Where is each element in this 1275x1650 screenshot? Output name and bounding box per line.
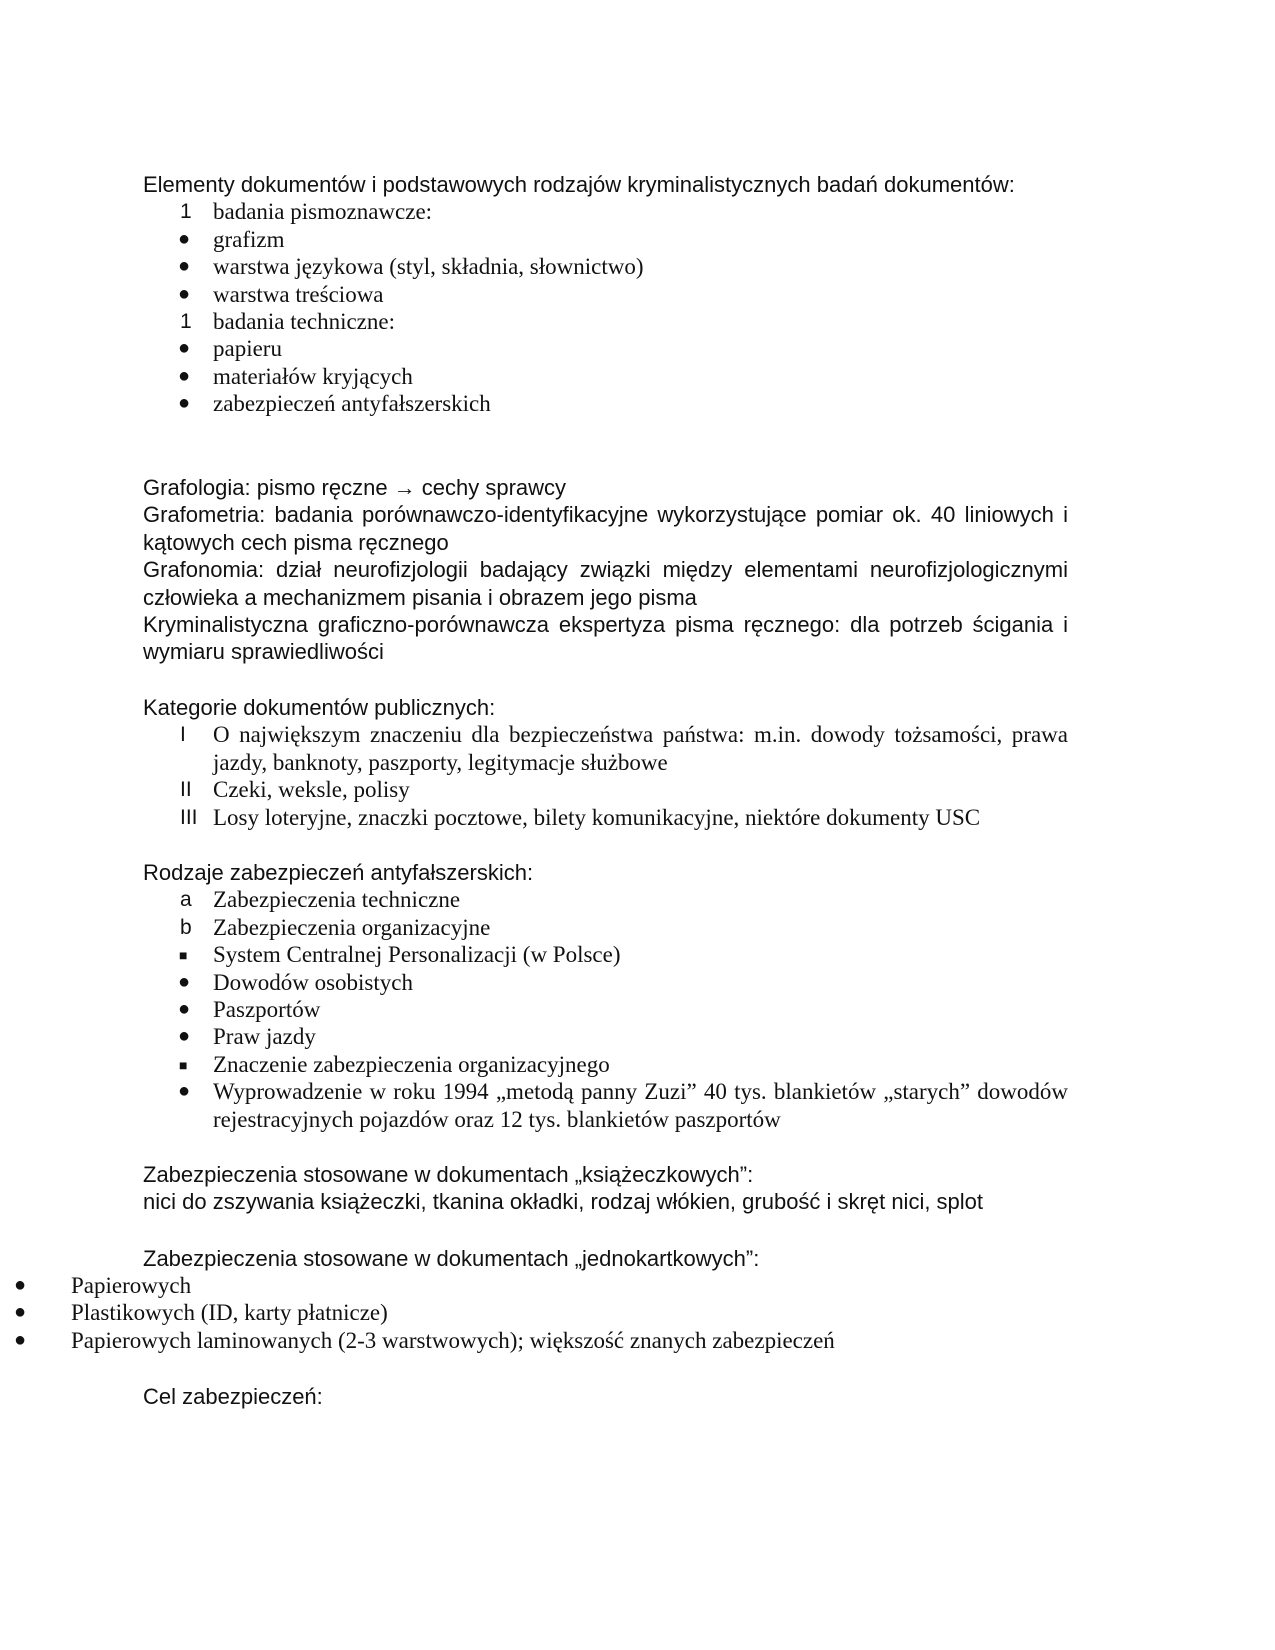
section-heading: Zabezpieczenia stosowane w dokumentach „książeczkowych”:	[143, 1162, 754, 1187]
section-single-sheet-heading	[143, 1245, 1068, 1272]
bullet-icon: ●	[178, 392, 191, 415]
list-item: a Zabezpieczenia techniczne	[180, 887, 461, 913]
square-bullet-icon: ■	[179, 947, 188, 964]
list-marker: III	[180, 805, 198, 829]
bullet-icon: ●	[178, 255, 191, 278]
section-purpose	[143, 1383, 1068, 1410]
list-marker: I	[180, 723, 186, 747]
list-marker: a	[180, 888, 192, 912]
list-marker: 1	[180, 200, 192, 224]
definition-grafonomia: Grafonomia: dział neurofizjologii badający związki między elementami neurofizjologicznymi człowieka a mechanizmem pisania i obrazem jego pisma	[143, 557, 1068, 610]
section-document-elements	[143, 171, 1068, 418]
list-item: II Czeki, weksle, polisy	[180, 777, 410, 803]
section-heading: Cel zabezpieczeń:	[143, 1384, 323, 1409]
list-item: ● papieru	[178, 336, 282, 362]
list-marker: 1	[180, 310, 192, 334]
list	[143, 721, 1068, 831]
bullet-icon: ●	[178, 970, 191, 993]
section-heading: Kategorie dokumentów publicznych:	[143, 695, 496, 720]
list-item: ■ Znaczenie zabezpieczenia organizacyjnego	[143, 1051, 1068, 1078]
list-item: ● Papierowych	[14, 1273, 192, 1298]
list-marker: II	[180, 778, 192, 802]
list-item: I O największym znaczeniu dla bezpieczeństwa państwa: m.in. dowody tożsamości, prawa jazdy, banknoty, paszporty, legitymacje służbowe	[180, 722, 1068, 775]
list-item: ● warstwa językowa (styl, składnia, słownictwo)	[178, 254, 644, 280]
list-item: ● materiałów kryjących	[178, 363, 413, 389]
list-item: ● Praw jazdy	[178, 1024, 316, 1050]
definition-ekspertyza: Kryminalistyczna graficzno-porównawcza ekspertyza pisma ręcznego: dla potrzeb ścigania i wymiaru sprawiedliwości	[143, 612, 1068, 665]
list-item: ● Paszportów	[178, 997, 321, 1023]
list-item: ● zabezpieczeń antyfałszerskich	[178, 391, 491, 417]
list-item: ● Papierowych laminowanych (2-3 warstwowych); większość znanych zabezpieczeń	[14, 1327, 835, 1353]
list	[143, 198, 1068, 417]
section-single-sheet-list	[0, 1272, 1100, 1354]
list-item: b Zabezpieczenia organizacyjne	[180, 914, 491, 940]
list-item: ● Plastikowych (ID, karty płatnicze)	[14, 1300, 388, 1326]
section-heading: Elementy dokumentów i podstawowych rodzajów kryminalistycznych badań dokumentów:	[143, 172, 1015, 197]
list-item: ■ System Centralnej Personalizacji (w Polsce)	[143, 941, 1068, 968]
section-heading: Rodzaje zabezpieczeń antyfałszerskich:	[143, 860, 534, 885]
bullet-icon: ●	[14, 1274, 27, 1296]
list	[143, 886, 1068, 1133]
list-marker: b	[180, 915, 192, 939]
list-item: ● grafizm	[178, 226, 285, 252]
definition-grafometria: Grafometria: badania porównawczo-identyfikacyjne wykorzystujące pomiar ok. 40 liniowych i kątowych cech pisma ręcznego	[143, 502, 1068, 555]
bullet-icon: ●	[178, 1025, 191, 1048]
definition-grafologia: Grafologia: pismo ręczne → cechy sprawcy	[143, 475, 567, 500]
section-text: nici do zszywania książeczki, tkanina okładki, rodzaj włókien, grubość i skręt nici, splot	[143, 1189, 984, 1215]
list-item: ● warstwa treściowa	[178, 281, 384, 307]
bullet-icon: ●	[178, 227, 191, 250]
section-definitions	[143, 474, 1068, 666]
list-item: 1 badania pismoznawcze:	[180, 199, 433, 225]
bullet-icon: ●	[14, 1328, 27, 1351]
list-item: 1 badania techniczne:	[180, 309, 395, 335]
section-booklet-documents	[143, 1161, 1083, 1216]
section-anti-counterfeit-types	[143, 859, 1068, 1133]
bullet-icon: ●	[178, 998, 191, 1021]
bullet-icon: ●	[178, 364, 191, 387]
section-heading: Zabezpieczenia stosowane w dokumentach „jednokartkowych”:	[143, 1246, 760, 1271]
list-item: ● Wyprowadzenie w roku 1994 „metodą panny Zuzi” 40 tys. blankietów „starych” dowodów rejestracyjnych pojazdów oraz 12 tys. blankietów paszportów	[178, 1079, 1068, 1132]
list-item: ● Dowodów osobistych	[178, 969, 413, 995]
bullet-icon: ●	[178, 1080, 191, 1103]
bullet-icon: ●	[14, 1301, 27, 1324]
bullet-icon: ●	[178, 282, 191, 305]
section-public-document-categories	[143, 694, 1068, 831]
bullet-icon: ●	[178, 337, 191, 360]
list-item: III Losy loteryjne, znaczki pocztowe, bilety komunikacyjne, niektóre dokumenty USC	[180, 804, 981, 830]
square-bullet-icon: ■	[179, 1056, 188, 1073]
